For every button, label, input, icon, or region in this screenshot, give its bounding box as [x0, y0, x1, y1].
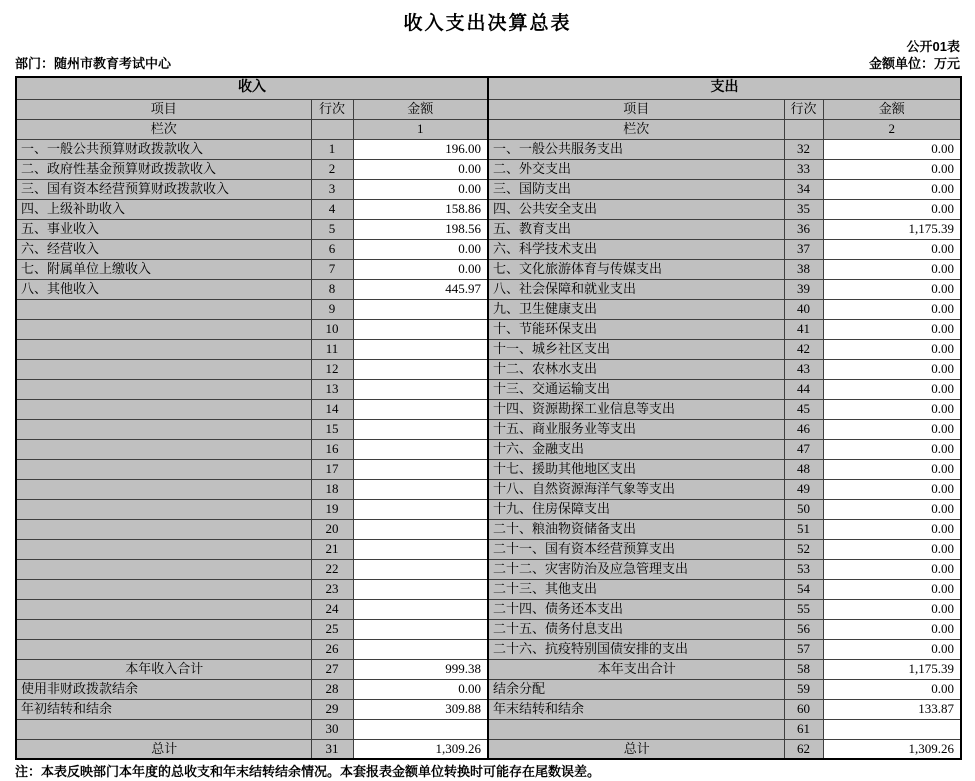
income-amount-cell: 0.00 — [353, 179, 488, 199]
income-amount-cell: 0.00 — [353, 239, 488, 259]
expense-item-cell: 二十二、灾害防治及应急管理支出 — [488, 559, 784, 579]
income-amount-cell — [353, 559, 488, 579]
expense-line-no-cell: 48 — [784, 459, 823, 479]
expense-amount-cell: 0.00 — [823, 139, 961, 159]
income-item-cell — [16, 319, 311, 339]
meta-row — [0, 55, 975, 73]
expense-line-no-cell: 52 — [784, 539, 823, 559]
income-line-no-cell: 31 — [311, 739, 353, 759]
expense-line-no-cell: 46 — [784, 419, 823, 439]
expense-line-no-cell: 53 — [784, 559, 823, 579]
table-row — [16, 359, 961, 379]
expense-item-cell: 二、外交支出 — [488, 159, 784, 179]
table-row — [16, 559, 961, 579]
expense-item-cell: 一、一般公共服务支出 — [488, 139, 784, 159]
financial-table — [15, 76, 962, 760]
income-item-cell — [16, 379, 311, 399]
table-row — [16, 259, 961, 279]
expense-item-cell: 十三、交通运输支出 — [488, 379, 784, 399]
expense-item-cell: 二十、粮油物资储备支出 — [488, 519, 784, 539]
income-amount-cell: 0.00 — [353, 159, 488, 179]
income-amount-cell — [353, 579, 488, 599]
income-amount-cell: 999.38 — [353, 659, 488, 679]
table-row — [16, 139, 961, 159]
expense-item-cell — [488, 719, 784, 739]
income-item-cell — [16, 579, 311, 599]
expense-line-no-cell: 61 — [784, 719, 823, 739]
income-item-cell: 总计 — [16, 739, 311, 759]
income-line-no-cell: 13 — [311, 379, 353, 399]
table-row — [16, 279, 961, 299]
summary-row — [16, 659, 961, 679]
expense-line-no-cell: 57 — [784, 639, 823, 659]
income-item-cell: 七、附属单位上缴收入 — [16, 259, 311, 279]
table-row — [16, 619, 961, 639]
income-amount-cell: 445.97 — [353, 279, 488, 299]
income-amount-cell — [353, 539, 488, 559]
amount-unit-label: 金额单位：万元 — [868, 56, 960, 71]
table-row — [16, 499, 961, 519]
income-amount-cell — [353, 619, 488, 639]
income-item-cell — [16, 499, 311, 519]
income-item-cell — [16, 599, 311, 619]
income-item-cell: 二、政府性基金预算财政拨款收入 — [16, 159, 311, 179]
income-amount-cell — [353, 499, 488, 519]
summary-row — [16, 739, 961, 759]
income-amount-cell — [353, 479, 488, 499]
income-line-no-cell: 23 — [311, 579, 353, 599]
expense-item-cell: 十、节能环保支出 — [488, 319, 784, 339]
income-item-cell: 八、其他收入 — [16, 279, 311, 299]
expense-line-no-cell: 56 — [784, 619, 823, 639]
summary-row — [16, 699, 961, 719]
expense-line-no-blank — [784, 119, 823, 139]
expense-line-no-cell: 62 — [784, 739, 823, 759]
expense-amount-cell: 0.00 — [823, 159, 961, 179]
income-line-no-cell: 3 — [311, 179, 353, 199]
expense-line-no-cell: 40 — [784, 299, 823, 319]
income-line-no-cell: 25 — [311, 619, 353, 639]
income-amount-cell: 309.88 — [353, 699, 488, 719]
expense-amount-cell: 0.00 — [823, 299, 961, 319]
expense-amount-cell — [823, 719, 961, 739]
expense-item-cell: 十一、城乡社区支出 — [488, 339, 784, 359]
expense-amount-header: 金额 — [823, 99, 961, 119]
expense-item-cell: 二十五、债务付息支出 — [488, 619, 784, 639]
table-row — [16, 439, 961, 459]
expense-line-no-cell: 51 — [784, 519, 823, 539]
expense-item-cell: 年末结转和结余 — [488, 699, 784, 719]
income-item-cell — [16, 339, 311, 359]
income-amount-cell — [353, 419, 488, 439]
section-header-row — [16, 77, 961, 99]
income-item-header: 项目 — [16, 99, 311, 119]
expense-amount-cell: 0.00 — [823, 379, 961, 399]
expense-item-cell: 十八、自然资源海洋气象等支出 — [488, 479, 784, 499]
table-row — [16, 539, 961, 559]
income-line-no-cell: 28 — [311, 679, 353, 699]
expense-line-no-cell: 55 — [784, 599, 823, 619]
column-header-row — [16, 99, 961, 119]
expense-amount-cell: 0.00 — [823, 559, 961, 579]
income-amount-cell: 158.86 — [353, 199, 488, 219]
expense-column-index-label: 栏次 — [488, 119, 784, 139]
table-row — [16, 339, 961, 359]
income-amount-cell — [353, 639, 488, 659]
expense-amount-cell: 0.00 — [823, 419, 961, 439]
expense-line-no-cell: 38 — [784, 259, 823, 279]
income-line-no-header: 行次 — [311, 99, 353, 119]
income-item-cell: 四、上级补助收入 — [16, 199, 311, 219]
expense-amount-cell: 1,175.39 — [823, 219, 961, 239]
expense-line-no-cell: 45 — [784, 399, 823, 419]
expense-item-cell: 本年支出合计 — [488, 659, 784, 679]
column-index-row — [16, 119, 961, 139]
income-line-no-cell: 15 — [311, 419, 353, 439]
table-row — [16, 239, 961, 259]
expense-line-no-cell: 44 — [784, 379, 823, 399]
income-amount-cell — [353, 319, 488, 339]
income-amount-cell — [353, 379, 488, 399]
income-line-no-cell: 26 — [311, 639, 353, 659]
income-line-no-cell: 20 — [311, 519, 353, 539]
table-body — [16, 139, 961, 759]
table-row — [16, 399, 961, 419]
expense-line-no-cell: 36 — [784, 219, 823, 239]
expense-item-cell: 结余分配 — [488, 679, 784, 699]
expense-line-no-cell: 50 — [784, 499, 823, 519]
expense-line-no-cell: 59 — [784, 679, 823, 699]
income-item-cell: 本年收入合计 — [16, 659, 311, 679]
expense-amount-cell: 0.00 — [823, 399, 961, 419]
income-amount-cell — [353, 399, 488, 419]
expense-item-cell: 十二、农林水支出 — [488, 359, 784, 379]
table-row — [16, 419, 961, 439]
expense-item-cell: 九、卫生健康支出 — [488, 299, 784, 319]
income-amount-cell: 196.00 — [353, 139, 488, 159]
expense-amount-cell: 0.00 — [823, 639, 961, 659]
income-line-no-cell: 11 — [311, 339, 353, 359]
income-item-cell: 使用非财政拨款结余 — [16, 679, 311, 699]
expense-amount-cell: 0.00 — [823, 459, 961, 479]
income-line-no-cell: 16 — [311, 439, 353, 459]
income-item-cell — [16, 539, 311, 559]
table-code: 公开01表 — [906, 39, 960, 54]
expense-line-no-cell: 54 — [784, 579, 823, 599]
income-item-cell: 年初结转和结余 — [16, 699, 311, 719]
expense-amount-cell: 0.00 — [823, 599, 961, 619]
income-amount-cell: 0.00 — [353, 679, 488, 699]
table-row — [16, 159, 961, 179]
expense-line-no-cell: 41 — [784, 319, 823, 339]
income-amount-cell — [353, 439, 488, 459]
expense-amount-cell: 0.00 — [823, 199, 961, 219]
expense-item-cell: 二十四、债务还本支出 — [488, 599, 784, 619]
income-amount-cell: 198.56 — [353, 219, 488, 239]
expense-item-cell: 六、科学技术支出 — [488, 239, 784, 259]
income-item-cell — [16, 559, 311, 579]
expense-line-no-cell: 49 — [784, 479, 823, 499]
expense-item-cell: 八、社会保障和就业支出 — [488, 279, 784, 299]
income-amount-header: 金额 — [353, 99, 488, 119]
expense-amount-cell: 0.00 — [823, 359, 961, 379]
table-row — [16, 459, 961, 479]
income-line-no-cell: 5 — [311, 219, 353, 239]
income-column-index-label: 栏次 — [16, 119, 311, 139]
income-amount-cell — [353, 719, 488, 739]
expense-amount-cell: 0.00 — [823, 319, 961, 339]
income-item-cell — [16, 619, 311, 639]
expense-item-cell: 十七、援助其他地区支出 — [488, 459, 784, 479]
expense-amount-cell: 0.00 — [823, 239, 961, 259]
summary-row — [16, 719, 961, 739]
expense-item-cell: 二十三、其他支出 — [488, 579, 784, 599]
income-column-index: 1 — [353, 119, 488, 139]
income-amount-cell: 1,309.26 — [353, 739, 488, 759]
income-line-no-cell: 29 — [311, 699, 353, 719]
table-row — [16, 319, 961, 339]
income-line-no-blank — [311, 119, 353, 139]
expense-item-cell: 十六、金融支出 — [488, 439, 784, 459]
expense-amount-cell: 0.00 — [823, 679, 961, 699]
table-row — [16, 219, 961, 239]
expense-line-no-header: 行次 — [784, 99, 823, 119]
income-line-no-cell: 21 — [311, 539, 353, 559]
table-row — [16, 379, 961, 399]
table-row — [16, 639, 961, 659]
income-amount-cell — [353, 459, 488, 479]
expense-amount-cell: 0.00 — [823, 519, 961, 539]
income-line-no-cell: 7 — [311, 259, 353, 279]
income-item-cell: 三、国有资本经营预算财政拨款收入 — [16, 179, 311, 199]
expense-line-no-cell: 35 — [784, 199, 823, 219]
footnote: 注：本表反映部门本年度的总收支和年末结转结余情况。本套报表金额单位转换时可能存在尾数误差。 — [15, 764, 601, 779]
expense-amount-cell: 133.87 — [823, 699, 961, 719]
expense-amount-cell: 0.00 — [823, 339, 961, 359]
income-item-cell — [16, 639, 311, 659]
income-line-no-cell: 1 — [311, 139, 353, 159]
income-line-no-cell: 17 — [311, 459, 353, 479]
income-line-no-cell: 9 — [311, 299, 353, 319]
expense-item-cell: 五、教育支出 — [488, 219, 784, 239]
income-line-no-cell: 4 — [311, 199, 353, 219]
income-amount-cell: 0.00 — [353, 259, 488, 279]
income-item-cell: 五、事业收入 — [16, 219, 311, 239]
expense-item-cell: 十九、住房保障支出 — [488, 499, 784, 519]
expense-line-no-cell: 34 — [784, 179, 823, 199]
expense-line-no-cell: 43 — [784, 359, 823, 379]
table-row — [16, 479, 961, 499]
income-item-cell — [16, 719, 311, 739]
income-item-cell — [16, 459, 311, 479]
income-item-cell — [16, 399, 311, 419]
income-item-cell: 一、一般公共预算财政拨款收入 — [16, 139, 311, 159]
income-item-cell — [16, 479, 311, 499]
expense-amount-cell: 0.00 — [823, 439, 961, 459]
expense-amount-cell: 0.00 — [823, 579, 961, 599]
expense-line-no-cell: 60 — [784, 699, 823, 719]
expense-item-cell: 十五、商业服务业等支出 — [488, 419, 784, 439]
income-line-no-cell: 18 — [311, 479, 353, 499]
income-line-no-cell: 27 — [311, 659, 353, 679]
income-line-no-cell: 24 — [311, 599, 353, 619]
income-line-no-cell: 2 — [311, 159, 353, 179]
expense-column-index: 2 — [823, 119, 961, 139]
income-amount-cell — [353, 599, 488, 619]
income-amount-cell — [353, 359, 488, 379]
expense-amount-cell: 1,175.39 — [823, 659, 961, 679]
expense-item-cell: 七、文化旅游体育与传媒支出 — [488, 259, 784, 279]
expense-line-no-cell: 33 — [784, 159, 823, 179]
expense-item-cell: 二十一、国有资本经营预算支出 — [488, 539, 784, 559]
table-row — [16, 299, 961, 319]
expense-line-no-cell: 42 — [784, 339, 823, 359]
expense-item-cell: 总计 — [488, 739, 784, 759]
income-line-no-cell: 22 — [311, 559, 353, 579]
income-item-cell — [16, 419, 311, 439]
income-line-no-cell: 14 — [311, 399, 353, 419]
table-row — [16, 519, 961, 539]
expense-amount-cell: 0.00 — [823, 279, 961, 299]
expense-amount-cell: 0.00 — [823, 259, 961, 279]
table-row — [16, 579, 961, 599]
income-amount-cell — [353, 299, 488, 319]
income-line-no-cell: 12 — [311, 359, 353, 379]
expense-amount-cell: 0.00 — [823, 539, 961, 559]
document-title: 收入支出决算总表 — [403, 13, 572, 34]
income-line-no-cell: 8 — [311, 279, 353, 299]
income-item-cell — [16, 359, 311, 379]
income-line-no-cell: 6 — [311, 239, 353, 259]
expense-line-no-cell: 39 — [784, 279, 823, 299]
income-amount-cell — [353, 339, 488, 359]
income-item-cell — [16, 519, 311, 539]
expense-line-no-cell: 47 — [784, 439, 823, 459]
income-item-cell — [16, 299, 311, 319]
expense-line-no-cell: 32 — [784, 139, 823, 159]
table-row — [16, 599, 961, 619]
expense-amount-cell: 0.00 — [823, 179, 961, 199]
expense-item-header: 项目 — [488, 99, 784, 119]
income-line-no-cell: 10 — [311, 319, 353, 339]
income-line-no-cell: 19 — [311, 499, 353, 519]
income-section-header: 收入 — [16, 77, 488, 99]
expense-amount-cell: 1,309.26 — [823, 739, 961, 759]
table-row — [16, 199, 961, 219]
expense-item-cell: 二十六、抗疫特别国债安排的支出 — [488, 639, 784, 659]
expense-section-header: 支出 — [488, 77, 961, 99]
income-item-cell: 六、经营收入 — [16, 239, 311, 259]
income-amount-cell — [353, 519, 488, 539]
expense-amount-cell: 0.00 — [823, 499, 961, 519]
department-label: 部门：随州市教育考试中心 — [15, 56, 172, 71]
expense-line-no-cell: 37 — [784, 239, 823, 259]
summary-row — [16, 679, 961, 699]
expense-line-no-cell: 58 — [784, 659, 823, 679]
income-line-no-cell: 30 — [311, 719, 353, 739]
expense-amount-cell: 0.00 — [823, 619, 961, 639]
expense-amount-cell: 0.00 — [823, 479, 961, 499]
expense-item-cell: 四、公共安全支出 — [488, 199, 784, 219]
expense-item-cell: 三、国防支出 — [488, 179, 784, 199]
expense-item-cell: 十四、资源勘探工业信息等支出 — [488, 399, 784, 419]
income-item-cell — [16, 439, 311, 459]
table-row — [16, 179, 961, 199]
